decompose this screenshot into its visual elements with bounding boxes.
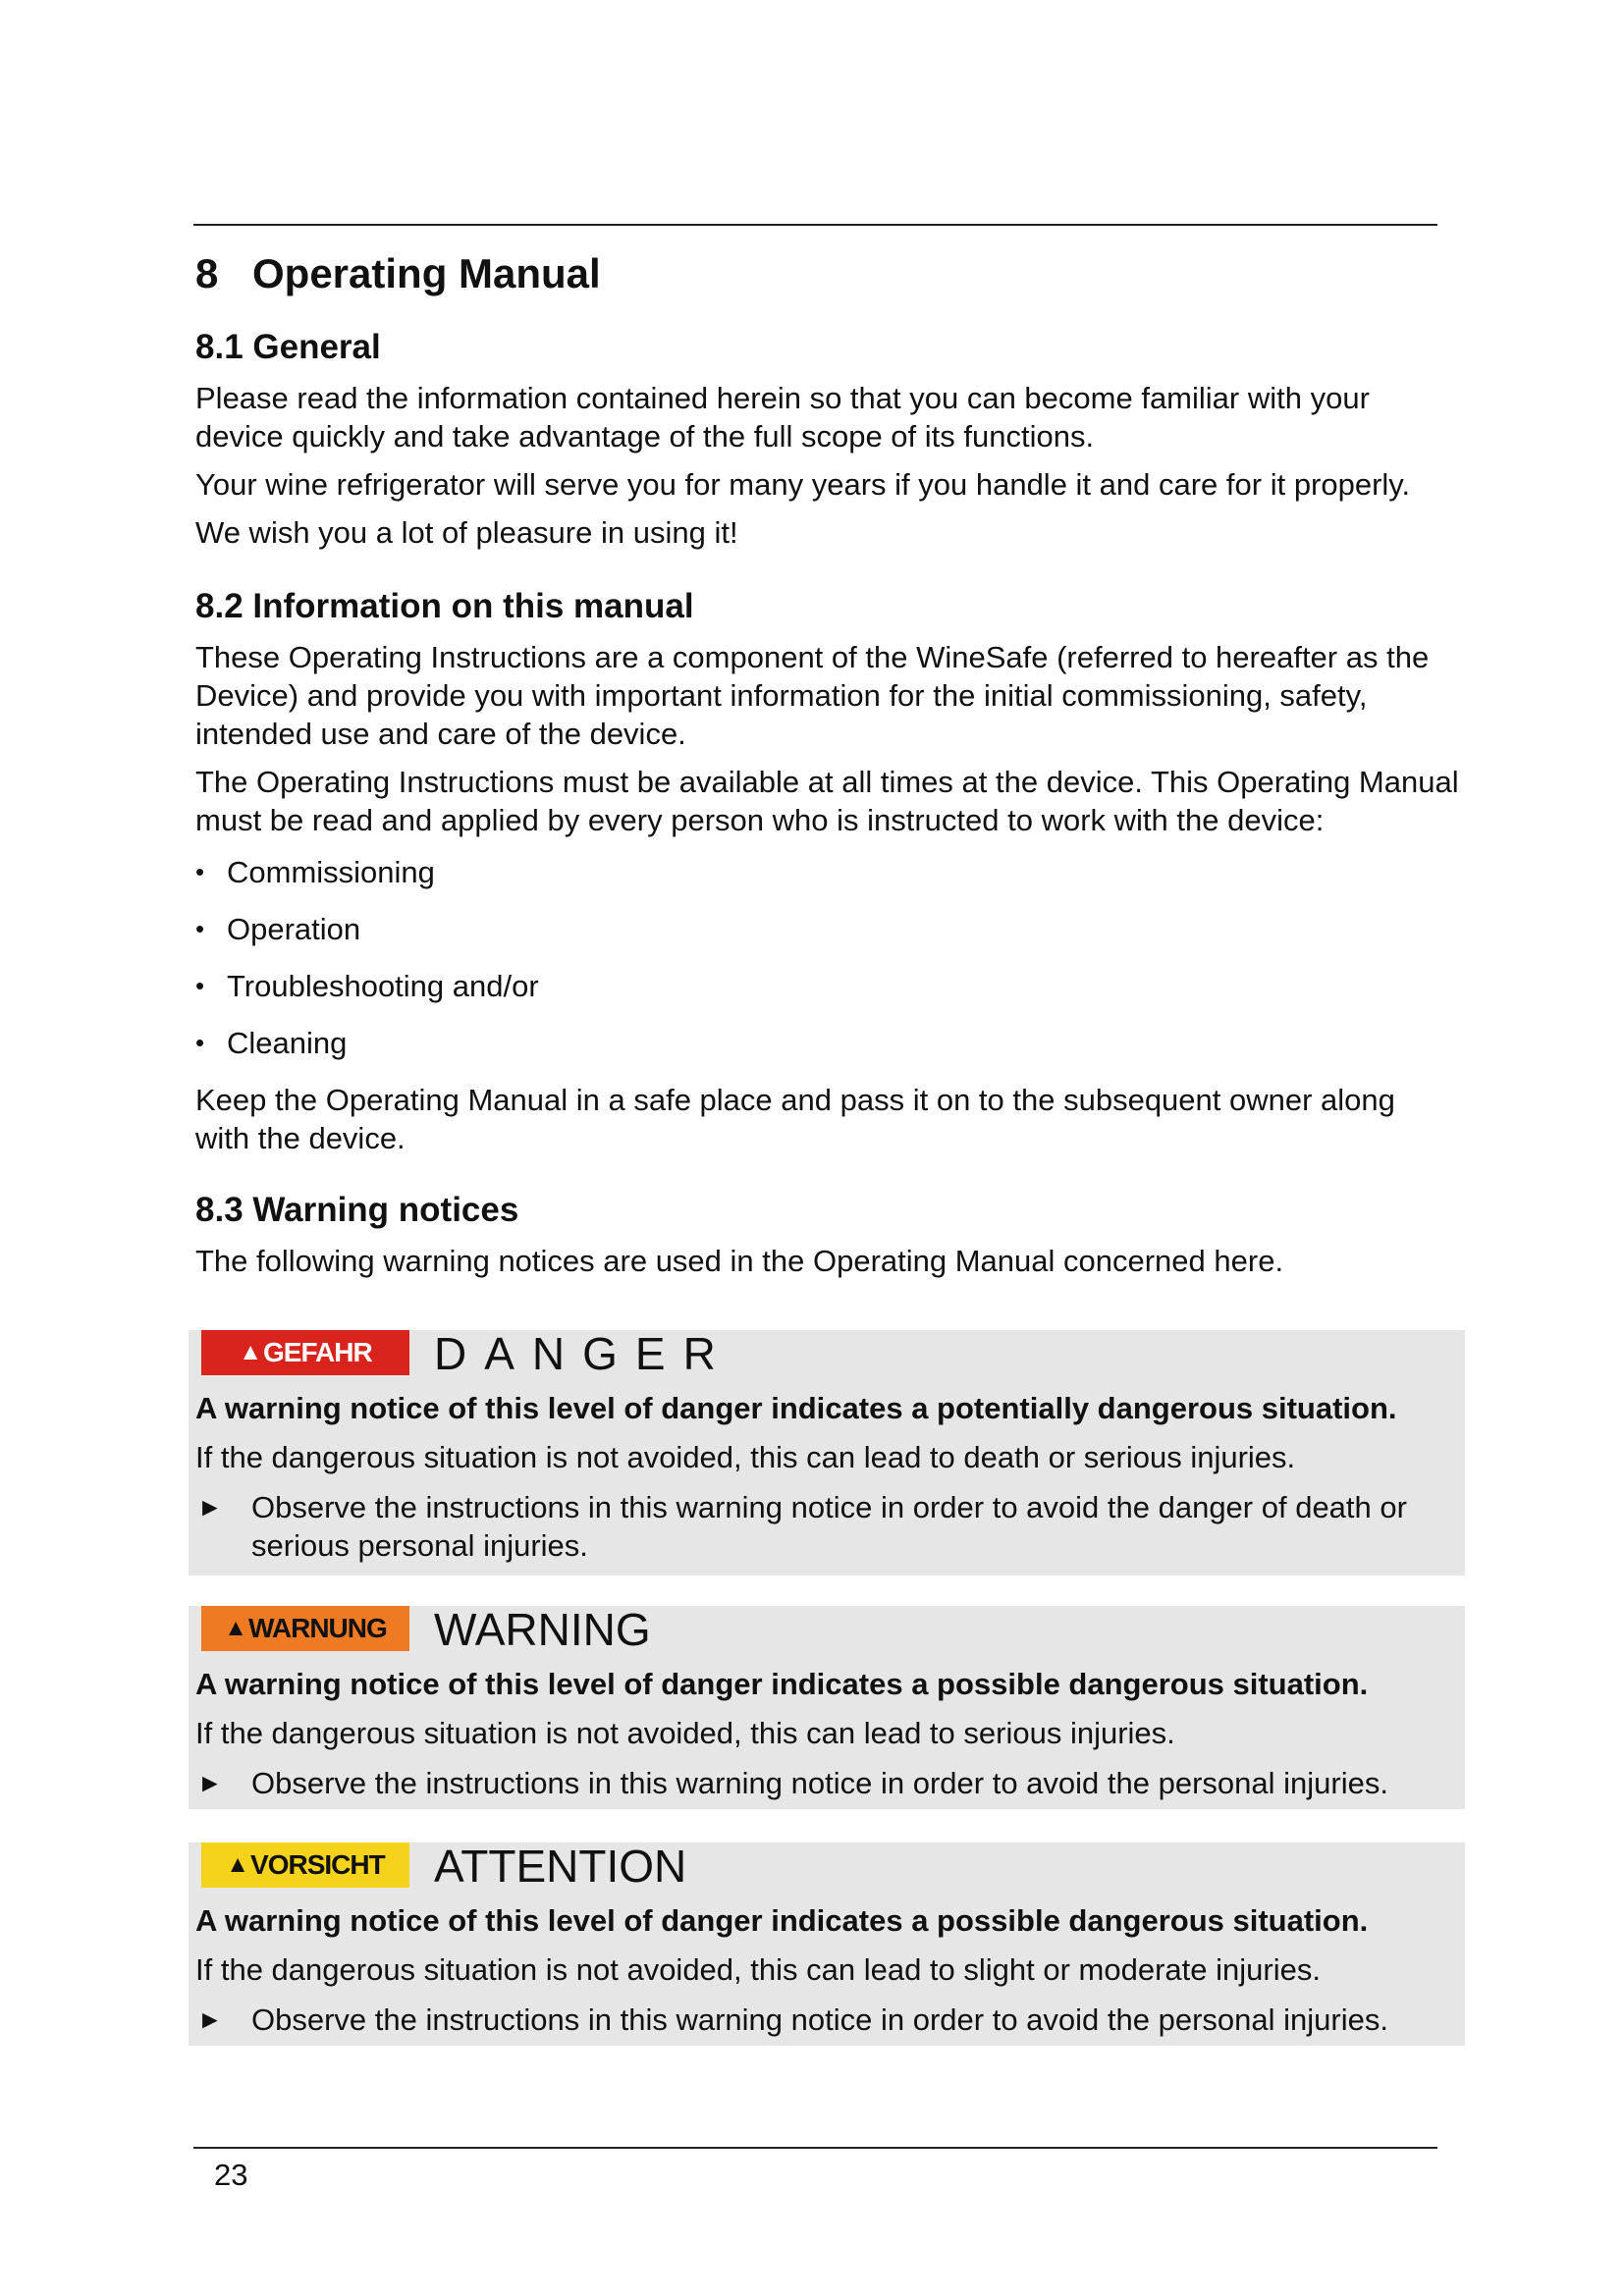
bullet-icon: • (195, 1028, 205, 1057)
bullet-icon: • (195, 857, 205, 886)
right-pointer-icon: ► (197, 1492, 223, 1522)
warning-tag-label: WARNUNG (248, 1613, 387, 1643)
list-item (195, 910, 1472, 967)
page-number: 23 (214, 2158, 248, 2192)
notice-description: If the dangerous situation is not avoided, this can lead to slight or moderate injuries. (195, 1952, 1321, 1987)
notice-instruction (195, 1764, 1453, 1808)
list-item-label: Cleaning (227, 1026, 348, 1060)
notice-instruction (195, 1488, 1453, 1571)
footer-rule (193, 2147, 1437, 2149)
list-item (195, 853, 1472, 910)
general-paragraph: We wish you a lot of pleasure in using it! (195, 515, 738, 550)
chapter-number: 8 (195, 250, 219, 296)
info-paragraph: These Operating Instructions are a component of the WineSafe (referred to hereafter as the Device) and provide you with important information for the initial commissioning, safety, intended use and care of the device. (195, 640, 1430, 751)
notice-lead: A warning notice of this level of danger indicates a possible dangerous situation. (195, 1903, 1369, 1938)
warning-tag (201, 1606, 409, 1651)
warning-triangle-icon: ▲ (226, 1851, 249, 1878)
section-title-warnings: 8.3 Warning notices (195, 1191, 519, 1229)
right-pointer-icon: ► (197, 1768, 223, 1797)
warnings-intro: The following warning notices are used in the Operating Manual concerned here. (195, 1244, 1284, 1278)
danger-tag-label: GEFAHR (263, 1337, 372, 1367)
signal-word: WARNING (434, 1604, 651, 1655)
notice-header (195, 1842, 1453, 1897)
list-item-label: Operation (227, 912, 361, 946)
chapter-title: Operating Manual (252, 250, 601, 296)
caution-tag-label: VORSICHT (250, 1849, 385, 1880)
list-item-label: Commissioning (227, 855, 435, 889)
chapter-heading (195, 243, 1472, 304)
notice-description: If the dangerous situation is not avoided, this can lead to serious injuries. (195, 1716, 1175, 1750)
notice-instruction (195, 2001, 1453, 2045)
bullet-icon: • (195, 971, 205, 1000)
warning-notice (189, 1606, 1465, 1809)
section-title-general: 8.1 General (195, 328, 381, 366)
list-item-label: Troubleshooting and/or (227, 969, 539, 1003)
danger-tag (201, 1330, 409, 1375)
list-item (195, 967, 1472, 1024)
signal-word: ATTENTION (434, 1841, 687, 1892)
general-paragraph: Please read the information contained herein so that you can become familiar with your device quickly and take advantage of the full scope of its functions. (195, 381, 1370, 454)
bullet-icon: • (195, 914, 205, 943)
right-pointer-icon: ► (197, 2004, 223, 2034)
warning-triangle-icon: ▲ (224, 1615, 246, 1641)
warning-triangle-icon: ▲ (239, 1339, 262, 1365)
notice-lead: A warning notice of this level of danger indicates a possible dangerous situation. (195, 1667, 1369, 1701)
notice-instruction-text: Observe the instructions in this warning notice in order to avoid the personal injuries. (251, 1766, 1388, 1800)
danger-notice (189, 1330, 1465, 1575)
info-paragraph: The Operating Instructions must be available at all times at the device. This Operating Manual must be read and applied by every person who is instructed to work with the device: (195, 765, 1459, 837)
notice-instruction-text: Observe the instructions in this warning notice in order to avoid the danger of death or serious personal injuries. (251, 1490, 1407, 1563)
header-rule (193, 224, 1437, 226)
page-content (195, 243, 1472, 1280)
notice-header (195, 1606, 1453, 1661)
list-item (195, 1024, 1472, 1081)
notice-instruction-text: Observe the instructions in this warning notice in order to avoid the personal injuries. (251, 2002, 1388, 2037)
signal-word: DANGER (434, 1328, 733, 1379)
info-closing: Keep the Operating Manual in a safe place and pass it on to the subsequent owner along with the device. (195, 1083, 1395, 1155)
audience-list (195, 853, 1472, 1081)
notice-description: If the dangerous situation is not avoided, this can lead to death or serious injuries. (195, 1440, 1296, 1474)
notice-lead: A warning notice of this level of danger indicates a potentially dangerous situation. (195, 1391, 1397, 1425)
notice-header (195, 1330, 1453, 1385)
caution-tag (201, 1842, 409, 1888)
section-title-info: 8.2 Information on this manual (195, 587, 694, 625)
caution-notice (189, 1842, 1465, 2046)
general-paragraph: Your wine refrigerator will serve you for many years if you handle it and care for it properly. (195, 467, 1411, 502)
